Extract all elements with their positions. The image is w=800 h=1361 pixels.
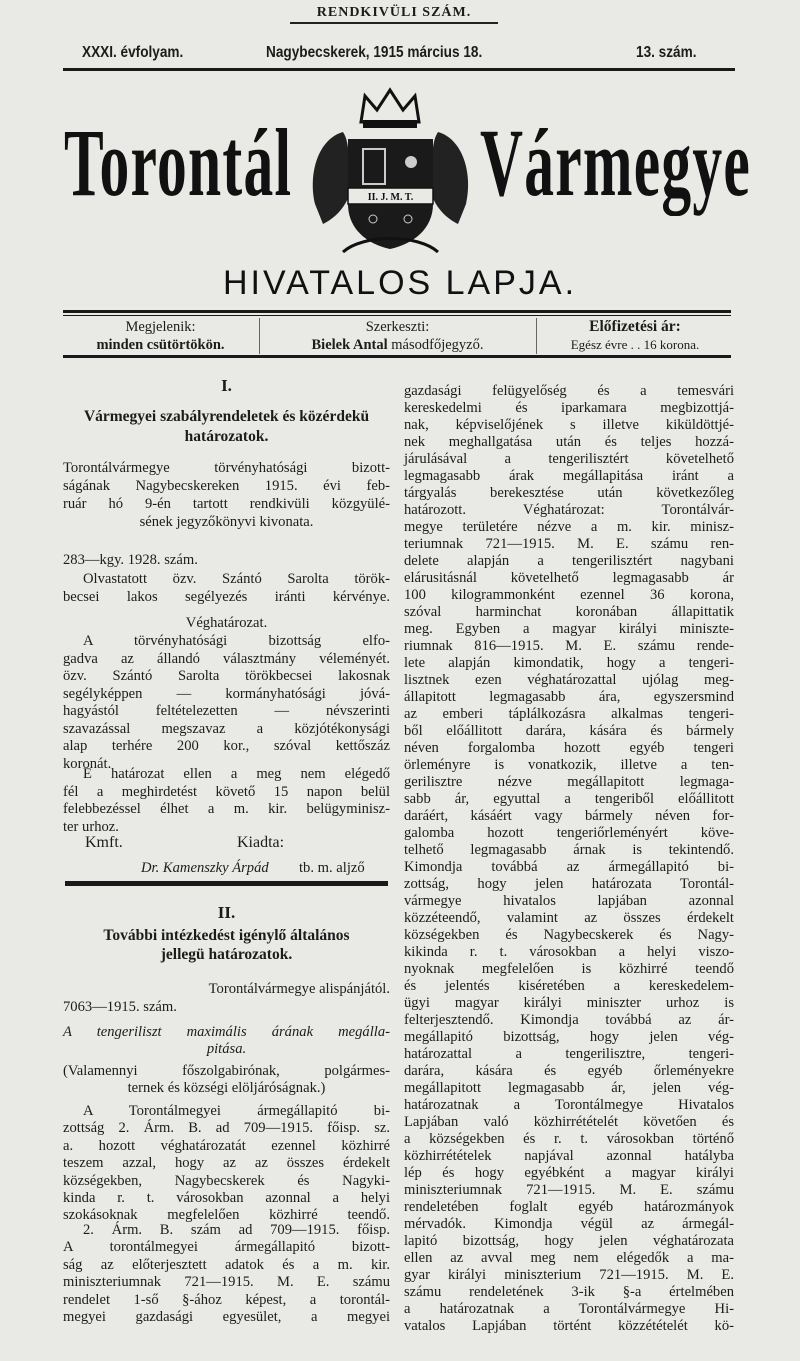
text-line: számu rendeletének 3-ik §-a értelmében [404,1284,734,1300]
section-heading [63,927,390,964]
text-line: lete alapján kimondatik, hogy a tengeri- [404,655,734,671]
issue-number-label: 13. szám. [636,44,697,61]
paragraph [63,1103,390,1225]
editor-name: Bielek Antal [311,337,388,353]
text-line: lapitó bizottság, hogy jelen véghatározata [404,1233,734,1249]
text-line: zottság 2. Árm. B. ad 709—1915. főisp. sz. [63,1120,390,1137]
signer-title: tb. m. aljző [299,860,365,876]
text-line: telhető legmagasabb árnak is tekintendő. [404,842,734,858]
text-line: Torontálvármegye alispánjától. [208,981,390,997]
text-line: fél a meghirdetést követő 15 napon belül [63,783,390,800]
paragraph [63,459,390,531]
text-line: teszem azzal, hogy az az összes érdekelt [63,1155,390,1172]
place-date-label: Nagybecskerek, 1915 március 18. [266,44,483,61]
text-line: rendelet 1-ső §-ához képest, a torontál- [63,1291,390,1308]
text-line: 100 kilogrammonként ezennel 36 korona, [404,587,734,603]
text-line: határozattal a tengerilisztre, tengeri- [404,1046,734,1062]
text-line: ruár hó 9-én tartott rendkivüli közgyülé- [63,496,390,512]
text-line: gazdasági felügyelőség és a temesvári [404,383,734,399]
addressees [63,1063,390,1096]
text-line: ter urhoz. [63,818,119,835]
text-line: delete alapján a tengerilisztért nagybani [404,553,734,569]
text-line: közhirrétételek napjával azonnal hatályba [404,1148,734,1164]
text-line: zottság, hogy jelen határozata Torontál- [404,876,734,892]
text-line: megyei gazdasági egyesület, a megyei [63,1309,390,1326]
text-line: gyar királyi miniszterium 721—1915. M. E. [404,1267,734,1283]
price-value: Egész évre . . 16 korona. [570,337,700,352]
editor-cell [260,318,535,354]
signature [63,859,390,877]
closing-row [63,834,390,852]
text-line: és jelentés kiséretében a kereskedelem- [404,978,734,994]
text-line: felterjesztendő. Kimondja továbbá az ár- [404,1012,734,1028]
text-line: örleményre is vonatkozik, illetve a ten- [404,757,734,773]
text-line: A torontálmegyei ármegállapitó bizott- [63,1239,390,1256]
text-line: daráért, kásáért vagy bármely néven for- [404,808,734,824]
text-line: a. hozott véghatározatát ezennel közhirré [63,1137,390,1154]
text-line: kikinda r. t. városokban a helyi viszo- [404,944,734,960]
paragraph [63,633,390,773]
text-line: járulásával a tengerilisztért követelhető [404,451,734,467]
text-line: legmagasabb árak megállapitása iránt a [404,468,734,484]
text-line: Torontálvármegye törvényhatósági bizott- [63,460,390,476]
text-line: a községekben és r. t. városokban történő [404,1131,734,1147]
info-rule-top [63,310,731,313]
text-line: vatalos Lapjában történt közzétételét kö- [404,1318,734,1334]
subtitle: HIVATALOS LAPJA. [222,264,578,302]
text-line: Vármegyei szabályrendeletek és közérdekü [83,408,370,425]
extra-edition-label: RENDKIVÜLI SZÁM. [290,4,498,24]
reference-number [63,551,390,569]
text-line: segélyképpen — kormányhatósági jóvá- [63,685,390,702]
header-rule [63,68,735,71]
text-line: További intézkedést igénylő általános [103,927,350,944]
text-line: vármegye hivatalos lapjában azonnal [404,893,734,909]
text-line: határozatnak a Torontálmegye Hivatalos [404,1097,734,1113]
paragraph [63,1222,390,1326]
text-line: galomba hozott tengeriőrleményért köve- [404,825,734,841]
subheading [63,614,390,632]
text-line: gerilisztre nézve megállapitott legmaga- [404,774,734,790]
text-line: szóval harminchat koronában állapittatik [404,604,734,620]
text-line: (Valamennyi főszolgabirónak, polgármes- [63,1063,390,1079]
text-line: kereskedelmi és iparkamara megbizottjá- [404,400,734,416]
text-line: határozott. Véghatározat: Torontálvár- [404,502,734,518]
text-line: A törvényhatósági bizottság elfo- [83,633,390,649]
text-line: riumnak 816—1915. M. E. számu rende- [404,638,734,654]
text-line: A Torontálmegyei ármegállapitó bi- [83,1103,390,1119]
title-right: Vármegye [480,109,752,216]
text-line: II. [217,903,236,922]
info-rule-bottom [63,355,731,358]
paragraph [63,766,390,836]
text-line: ságának Nagybecskereken 1915. évi feb- [63,478,390,494]
text-line: becsei lakos segélyezés iránti kérvénye. [63,589,390,605]
text-line: özv. Szántó Sarolta törökbecsei lakosnak [63,668,390,684]
signer-name: Dr. Kamenszky Árpád [141,860,269,876]
text-line: alap terhére 200 kor., szóval kettőszáz [63,738,390,754]
text-line: nyoknak megfelelően is közhirré teendő [404,961,734,977]
appears-label: Megjelenik: [125,319,196,335]
text-line: ternek és községi elöljáróságnak.) [127,1079,326,1096]
text-line: darára, kására és egyéb őrleményekre [404,1063,734,1079]
text-line: Kimondja továbbá az ármegállapitó bi- [404,859,734,875]
text-line: kinda r. t. városokban azonnal a helyi [63,1190,390,1207]
section-heading [63,407,390,447]
text-line: gadva az állandó választmány véleményét. [63,650,390,667]
text-line: az emberi táplálkozásra alkalmas tengeri- [404,706,734,722]
text-line: tárgyalás berekesztése után következőleg [404,485,734,501]
price-cell [537,318,733,354]
text-line: Olvastatott özv. Szántó Sarolta török- [83,571,390,587]
text-line: miniszteriumnak 721—1915. M. E. számu [404,1182,734,1198]
issuer-line [63,980,390,998]
text-line: meg. Egyben a magyar királyi miniszte- [404,621,734,637]
text-line: 283—kgy. 1928. szám. [63,552,198,568]
text-line: lép és hogy egyébként a magyar királyi [404,1165,734,1181]
right-column [404,383,734,1335]
text-line: 2. Árm. B. szám ad 709—1915. főisp. [83,1222,390,1238]
text-line: ság az előterjesztett adatok és a m. kir. [63,1256,390,1273]
text-line: E határozat ellen a meg nem elégedő [83,766,390,782]
text-line: 7063—1915. szám. [63,999,177,1015]
text-line: lisztnek ezen véghatározattal ujólag meg- [404,672,734,688]
text-line: községekben és Nagybecskerek és Nagy- [404,927,734,943]
section-number [63,376,390,396]
text-line: ből előállitott darára, kására és bármely [404,723,734,739]
text-line: I. [221,376,232,395]
text-line: jellegü határozatok. [160,945,293,963]
italic-title [63,1024,390,1058]
issued-by-label: Kiadta: [237,834,285,851]
section-divider [65,881,388,886]
paragraph [63,570,390,606]
reference-number [63,998,390,1016]
text-line: megállapitott legmagasabb ár, jelen vég- [404,1080,734,1096]
text-line: Lapjában való közhirrétételét követően és [404,1114,734,1130]
svg-text:II. J. M. T.: II. J. M. T. [367,192,414,203]
text-line: állapitott legmagasabb ára, egyszersmind [404,689,734,705]
coat-of-arms-icon [303,84,478,259]
title-left: Torontál [64,109,293,216]
text-line: nak, képviselőjének s illetve kiküldöttjé- [404,417,734,433]
text-line: nek meghallgatása után és teljes hozzá- [404,434,734,450]
text-line: Véghatározat. [185,615,268,631]
text-line: felebbezéssel élhet a m. kir. belügyminisz- [63,801,390,817]
text-line: ellen az avval meg nem elégedők a ma- [404,1250,734,1266]
text-line: határozatok. [184,428,269,445]
info-rule-top-thin [63,315,731,316]
editor-title: másodfőjegyző. [391,337,484,353]
text-line: megye területére nézve a m. kir. minisz- [404,519,734,535]
text-line: ügyi magyar királyi miniszter urhoz is [404,995,734,1011]
text-line: községekben, Nagybecskerek és Nagyki- [63,1172,390,1189]
text-line: néven forgalomba hozott egyéb tengeri [404,740,734,756]
text-line: hagyástól feltételezetten — névszerinti [63,703,390,719]
text-line: szokásoknak megfelelően közhirré teendő. [63,1207,390,1224]
section-number [63,903,390,923]
text-line: közzéteendő, valamint az összes érdekelt [404,910,734,926]
text-line: rendeletében foglalt egyéb határozmányok [404,1199,734,1215]
editor-label: Szerkeszti: [365,319,430,335]
appears-value: minden csütörtökön. [96,337,225,353]
price-label: Előfizetési ár: [589,318,681,335]
text-line: A tengeriliszt maximális árának megálla- [63,1024,390,1040]
text-line: a határozatnak a Torontálvármegye Hi- [404,1301,734,1317]
text-line: mérvadók. Kimondja végül az ármegál- [404,1216,734,1232]
volume-label: XXXI. évfolyam. [82,44,184,61]
text-line: elárusitásnál követelhető legmagasabb ár [404,570,734,586]
text-line: sabb ár, egyuttal a tengeriből előállitott [404,791,734,807]
text-line: pitása. [206,1041,247,1057]
text-line: megállapitó bizottság, hogy jelen vég- [404,1029,734,1045]
text-line: miniszteriumnak 721—1915. M. E. számu [63,1274,390,1291]
text-line: koronát. [63,755,112,772]
text-line: sének jegyzőkönyvi kivonata. [139,514,314,530]
text-line: teriumnak 721—1915. M. E. számu ren- [404,536,734,552]
appears-cell [63,318,258,354]
text-line: szavazással megszavaz a közjótékonysági [63,720,390,737]
kmft-label: Kmft. [85,834,123,851]
